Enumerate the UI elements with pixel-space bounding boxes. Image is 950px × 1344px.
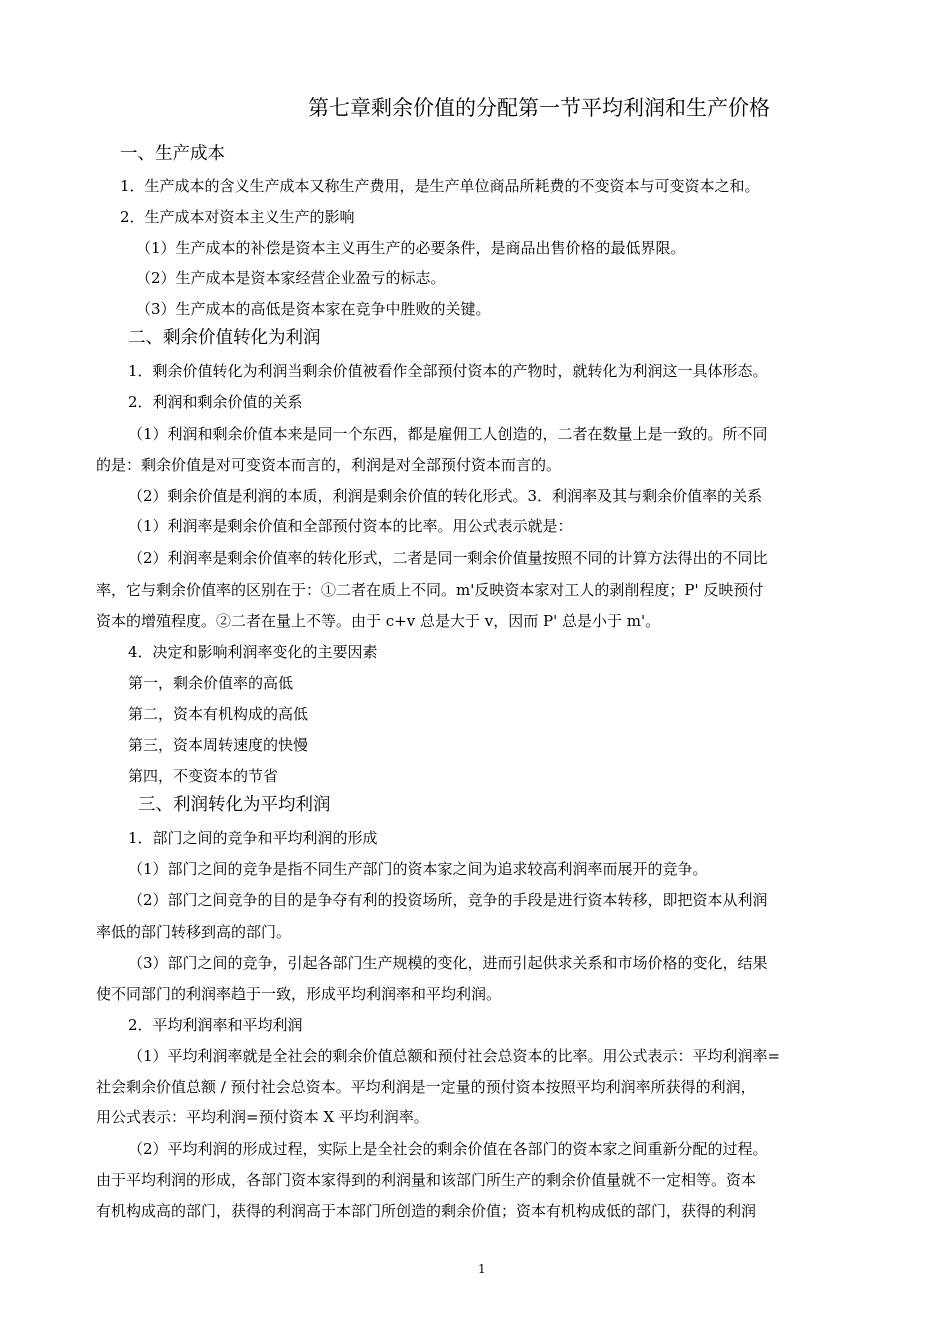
paragraph-line: 资本的增殖程度。②二者在量上不等。由于 c+v 总是大于 v，因而 P' 总是小于 m'。 xyxy=(96,612,661,630)
paragraph-line: （1）利润率是剩余价值和全部预付资本的比率。用公式表示就是： xyxy=(128,517,573,535)
paragraph-line: （2）平均利润的形成过程，实际上是全社会的剩余价值在各部门的资本家之间重新分配的过程。 xyxy=(128,1140,768,1158)
paragraph-line: 有机构成高的部门，获得的利润高于本部门所创造的剩余价值；资本有机构成低的部门，获得的利润 xyxy=(96,1202,757,1220)
paragraph-line: 社会剩余价值总额 / 预付社会总资本。平均利润是一定量的预付资本按照平均利润率所获得的利润， xyxy=(96,1078,756,1096)
page-title: 第七章剩余价值的分配第一节平均利润和生产价格 xyxy=(308,96,770,120)
paragraph-line: 第三，资本周转速度的快慢 xyxy=(128,736,309,754)
paragraph-line: 第四，不变资本的节省 xyxy=(128,767,279,785)
paragraph-line: （2）生产成本是资本家经营企业盈亏的标志。 xyxy=(136,269,446,287)
paragraph-line: 用公式表示：平均利润=预付资本 X 平均利润率。 xyxy=(96,1108,429,1126)
paragraph-line: （2）剩余价值是利润的本质，利润是剩余价值的转化形式。3．利润率及其与剩余价值率的关系 xyxy=(128,487,763,505)
paragraph-line: （2）部门之间竞争的目的是争夺有利的投资场所，竞争的手段是进行资本转移，即把资本从利润 xyxy=(128,891,768,909)
paragraph-line: （3）部门之间的竞争，引起各部门生产规模的变化，进而引起供求关系和市场价格的变化，结果 xyxy=(128,954,768,972)
paragraph-line: 率，它与剩余价值率的区别在于：①二者在质上不同。m'反映资本家对工人的剥削程度；P' 反映预付 xyxy=(96,581,764,599)
paragraph-line: （1）平均利润率就是全社会的剩余价值总额和预付社会总资本的比率。用公式表示：平均利润率= xyxy=(128,1047,781,1065)
paragraph-line: 使不同部门的利润率趋于一致，形成平均利润率和平均利润。 xyxy=(96,985,502,1003)
paragraph-line: 第二，资本有机构成的高低 xyxy=(128,705,309,723)
paragraph-line: 第一，剩余价值率的高低 xyxy=(128,674,294,692)
paragraph-line: （2）利润率是剩余价值率的转化形式，二者是同一剩余价值量按照不同的计算方法得出的不同比 xyxy=(128,549,768,567)
paragraph-line: 率低的部门转移到高的部门。 xyxy=(96,923,292,941)
paragraph-line: 4．决定和影响利润率变化的主要因素 xyxy=(128,643,378,661)
paragraph-line: 2．利润和剩余价值的关系 xyxy=(128,393,303,411)
paragraph-line: 1．生产成本的含义生产成本又称生产费用，是生产单位商品所耗费的不变资本与可变资本之和。 xyxy=(120,177,760,195)
section-heading: 二、剩余价值转化为利润 xyxy=(128,328,321,348)
paragraph-line: 2．平均利润率和平均利润 xyxy=(128,1016,303,1034)
page-number: 1 xyxy=(478,1262,486,1276)
paragraph-line: （3）生产成本的高低是资本家在竞争中胜败的关键。 xyxy=(136,300,491,318)
paragraph-line: （1）利润和剩余价值本来是同一个东西，都是雇佣工人创造的，二者在数量上是一致的。所不同 xyxy=(128,425,768,443)
paragraph-line: 2．生产成本对资本主义生产的影响 xyxy=(120,208,355,226)
section-heading: 一、生产成本 xyxy=(120,144,225,164)
paragraph-line: 1．剩余价值转化为利润当剩余价值被看作全部预付资本的产物时，就转化为利润这一具体形态。 xyxy=(128,362,768,380)
paragraph-line: （1）生产成本的补偿是资本主义再生产的必要条件，是商品出售价格的最低界限。 xyxy=(136,239,686,257)
paragraph-line: 1．部门之间的竞争和平均利润的形成 xyxy=(128,829,378,847)
paragraph-line: 由于平均利润的形成，各部门资本家得到的利润量和该部门所生产的剩余价值量就不一定相等。资本 xyxy=(96,1171,757,1189)
paragraph-line: 的是：剩余价值是对可变资本而言的，利润是对全部预付资本而言的。 xyxy=(96,456,562,474)
section-heading: 三、利润转化为平均利润 xyxy=(138,795,331,815)
paragraph-line: （1）部门之间的竞争是指不同生产部门的资本家之间为追求较高利润率而展开的竞争。 xyxy=(128,860,708,878)
